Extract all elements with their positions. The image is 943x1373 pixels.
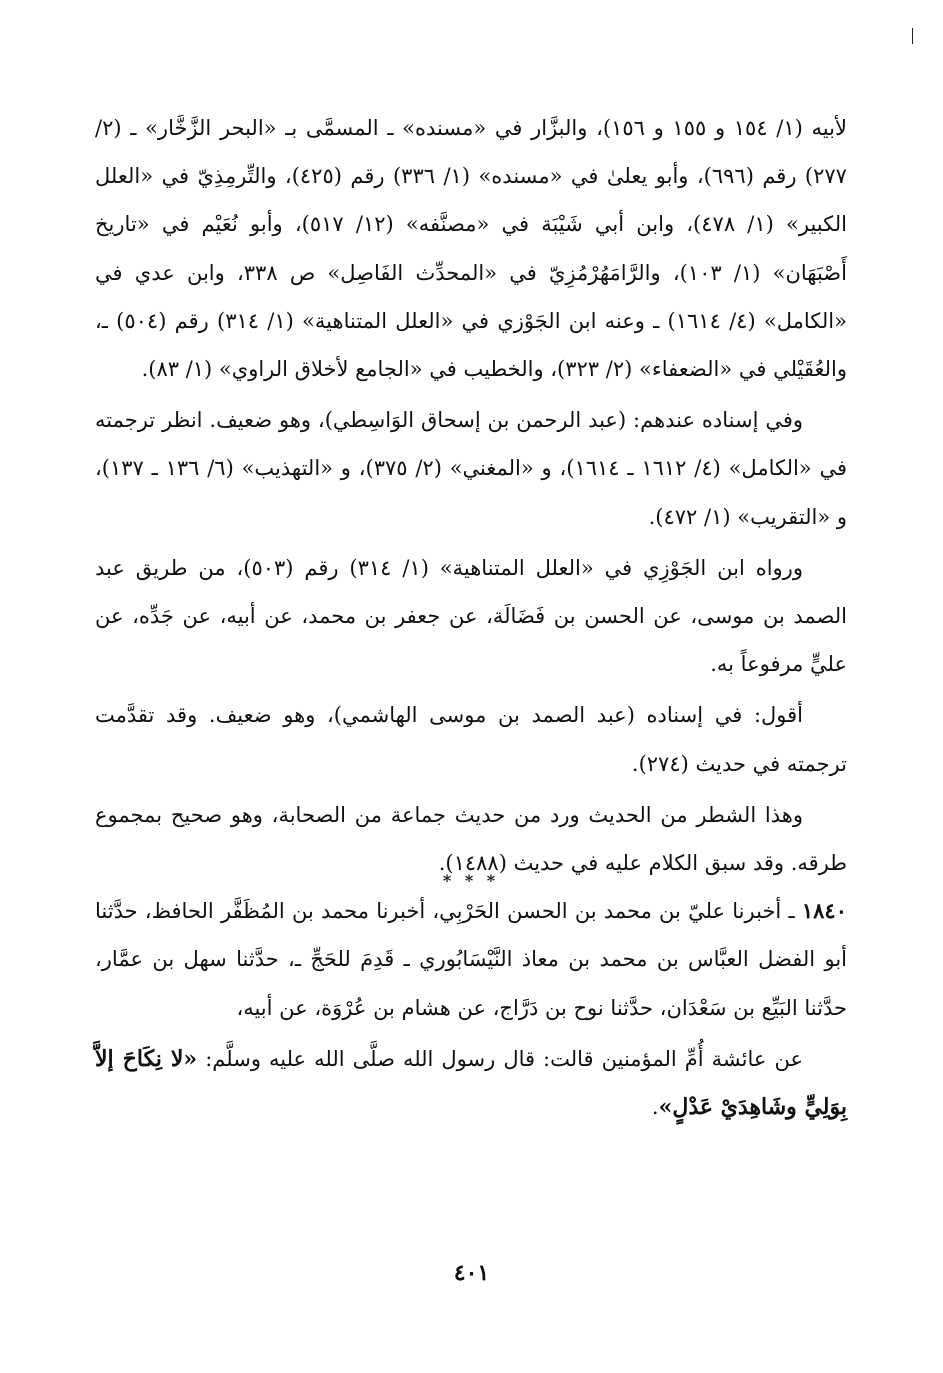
matn-end: .: [651, 1095, 659, 1120]
page-edge-mark: [912, 28, 913, 44]
page-number: ٤٠١: [453, 1260, 490, 1286]
page-body: [95, 104, 847, 1131]
isnad-weakness-paragraph: وفي إسناده عندهم: (عبد الرحمن بن إسحاق الوَاسِطي)، وهو ضعيف. انظر ترجمته في «الكامل» (٤/ ١٦١٢ ـ ١٦١٤)، و «المغني» (٢/ ٣٧٥)، و «التهذيب» (٦/ ١٣٦ ـ ١٣٧)، و «التقريب» (١/ ٤٧٢).: [95, 408, 847, 529]
hadith-chain-text: أخبرنا عليّ بن محمد بن الحسن الحَرْبِي، أخبرنا محمد بن المُظَفَّر الحافظ، حدَّثنا أبو الفضل العبَّاس بن محمد بن معاذ النَّيْسَابُوري ـ قَدِمَ للحَجِّ ـ، حدَّثنا سهل بن عمَّار، حدَّثنا البَيِّع بن سَعْدَان، حدَّثنا نوح بن دَرَّاج، عن هشام بن عُرْوَة، عن أبيه،: [95, 899, 847, 1020]
prophetic-saying: «لا نِكَاحَ إلاَّ بِوَلِيٍّ وشَاهِدَيْ عَدْلٍ»: [95, 1045, 847, 1121]
hadith-number: ١٨٤٠: [801, 898, 847, 924]
hadith-isnad: [95, 887, 847, 1032]
ibn-jawzi-paragraph: ورواه ابن الجَوْزِي في «العلل المتناهية» (١/ ٣١٤) رقم (٥٠٣)، من طريق عبد الصمد بن موسى، عن الحسن بن فَضَالَة، عن جعفر بن محمد، عن أبيه، عن جَدِّه، عن عليٍّ مرفوعاً به.: [95, 555, 847, 677]
hadith-matn: [95, 1035, 847, 1131]
aqul-paragraph: أقول: في إسناده (عبد الصمد بن موسى الهاشمي)، وهو ضعيف. وقد تقدَّمت ترجمته في حديث (٢٧٤).: [95, 703, 847, 776]
shatr-paragraph: وهذا الشطر من الحديث ورد من حديث جماعة من الصحابة، وهو صحيح بمجموع طرقه. وقد سبق الكلام عليه في حديث (١٤٨٨).: [95, 802, 847, 876]
matn-intro: عن عائشة أُمِّ المؤمنين قالت: قال رسول الله صلَّى الله عليه وسلَّم:: [197, 1046, 803, 1071]
hadith-dash: ـ: [788, 899, 795, 924]
section-separator: * * *: [442, 871, 500, 891]
sources-paragraph: لأبيه (١/ ١٥٤ و ١٥٥ و ١٥٦)، والبزَّار في «مسنده» ـ المسمَّى بـ «البحر الزَّخَّار» ـ (٢/ ٢٧٧) رقم (٦٩٦)، وأبو يعلىٰ في «مسنده» (١/ ٣٣٦) رقم (٤٢٥)، والتِّرمِذِيّ في «العلل الكبير» (١/ ٤٧٨)، وابن أبي شَيْبَة في «مصنَّفه» (١٢/ ٥١٧)، وأبو نُعَيْم في «تاريخ أَصْبَهَان» (١/ ١٠٣)، والرَّامَهُرْمُزِيّ في «المحدِّث الفَاصِل» ص ٣٣٨، وابن عدي في «الكامل» (٤/ ١٦١٤) ـ وعنه ابن الجَوْزي في «العلل المتناهية» (١/ ٣١٤) رقم (٥٠٤) ـ، والعُقَيْلي في «الضعفاء» (٢/ ٣٢٣)، والخطيب في «الجامع لأخلاق الراوي» (١/ ٨٣).: [95, 116, 847, 382]
